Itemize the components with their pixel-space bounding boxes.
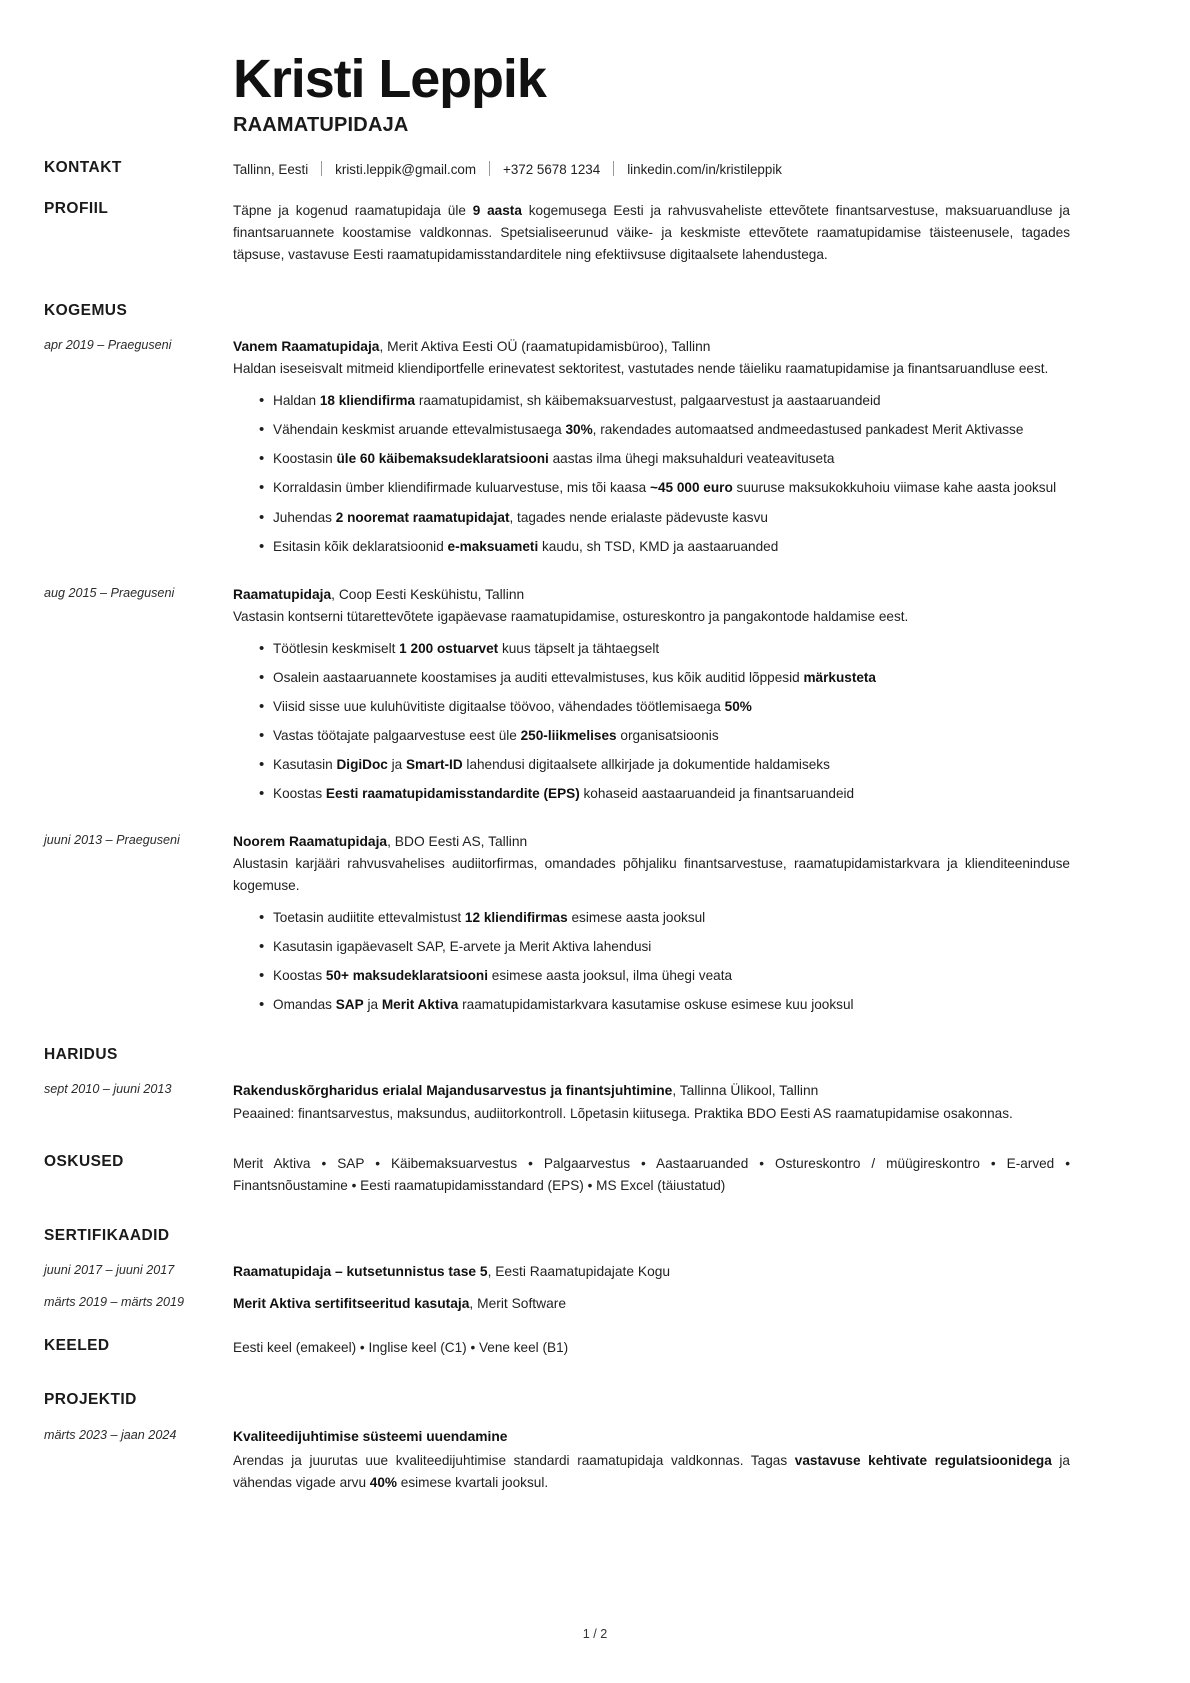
experience-bullet	[259, 507, 1070, 529]
project-title: Kvaliteedijuhtimise süsteemi uuendamine	[233, 1428, 508, 1444]
resume-header	[44, 49, 1070, 137]
section-projects	[44, 1391, 1070, 1494]
emphasis-text: DigiDoc	[336, 756, 388, 772]
emphasis-text: 250-liikmelises	[520, 727, 617, 743]
emphasis-text: Eesti raamatupidamisstandardite (EPS)	[325, 785, 580, 801]
project-description	[233, 1450, 1070, 1494]
experience-label-col	[44, 302, 233, 321]
experience-bullet	[259, 390, 1070, 412]
section-label-experience: KOGEMUS	[44, 301, 128, 319]
section-contact	[44, 159, 1070, 180]
experience-bullet	[259, 754, 1070, 776]
section-certificates	[44, 1227, 1070, 1316]
certificate-entry	[44, 1293, 1070, 1315]
certificate-issuer: , Merit Software	[469, 1296, 567, 1312]
entry-date-col	[44, 1261, 233, 1280]
contact-separator-icon	[613, 161, 614, 176]
contact-phone[interactable]: +372 5678 1234	[503, 161, 601, 177]
plain-text: Korraldasin ümber kliendifirmade kuluarvestuse, mis tõi kaasa	[273, 480, 651, 496]
emphasis-text: 2 nooremat raamatupidajat	[335, 509, 510, 525]
certificate-entry-heading	[233, 1261, 1070, 1283]
emphasis-text: üle 60 käibemaksudeklaratsiooni	[336, 451, 549, 467]
emphasis-text: 50%	[724, 698, 752, 714]
entry-content-col	[233, 1080, 1070, 1124]
plain-text: , rakendades automaatsed andmeedastused pankadest Merit Aktivasse	[592, 422, 1024, 438]
section-label-skills: OSKUSED	[44, 1152, 124, 1170]
experience-company: , BDO Eesti AS, Tallinn	[387, 833, 528, 849]
experience-bullet-list	[233, 638, 1070, 805]
plain-text: esimese kvartali jooksul.	[397, 1474, 549, 1490]
contact-content	[233, 159, 1070, 180]
plain-text: Esitasin kõik deklaratsioonid	[273, 538, 448, 554]
plain-text: Viisid sisse uue kuluhüvitiste digitaalse töövoo, vähendades töötlemisaega	[273, 698, 725, 714]
experience-heading-row	[44, 302, 1070, 321]
plain-text: , tagades nende erialaste pädevuste kasvu	[509, 509, 768, 525]
entry-date-col	[44, 1293, 233, 1312]
candidate-job-title: RAAMATUPIDAJA	[233, 113, 409, 136]
experience-bullet	[259, 965, 1070, 987]
emphasis-text: vastavuse kehtivate regulatsioonidega	[794, 1452, 1052, 1468]
experience-job-title: Vanem Raamatupidaja	[233, 339, 380, 355]
entry-dates: märts 2019 – märts 2019	[44, 1295, 185, 1310]
experience-bullet-list	[233, 390, 1070, 557]
plain-text: Arendas ja juurutas uue kvaliteedijuhtimise standardi raamatupidaja valdkonnas. Tagas	[233, 1452, 795, 1468]
entry-dates: juuni 2017 – juuni 2017	[44, 1263, 175, 1278]
plain-text: Koostas	[273, 967, 326, 983]
education-details: Peaained: finantsarvestus, maksundus, audiitorkontroll. Lõpetasin kiitusega. Praktika BDO Eesti AS raamatupidamise osakonnas.	[233, 1105, 1013, 1121]
experience-bullet	[259, 667, 1070, 689]
profile-content	[233, 200, 1070, 266]
plain-text: organisatsioonis	[616, 727, 719, 743]
entry-dates: juuni 2013 – Praeguseni	[44, 832, 180, 847]
experience-entry	[44, 336, 1070, 557]
education-degree: Rakenduskõrgharidus erialal Majandusarvestus ja finantsjuhtimine	[233, 1083, 673, 1099]
experience-summary: Alustasin karjääri rahvusvahelises audiitorfirmas, omandades põhjaliku finantsarvestuse, raamatupidamistarkvara ja klienditeeninduse kogemuse.	[233, 855, 1070, 893]
experience-company: , Coop Eesti Keskühistu, Tallinn	[331, 586, 525, 602]
page-number: 1 / 2	[582, 1627, 608, 1641]
contact-line	[233, 159, 1070, 180]
experience-entry-heading	[233, 831, 1070, 853]
certificate-title: Merit Aktiva sertifitseeritud kasutaja	[233, 1296, 470, 1312]
plain-text: kohaseid aastaaruandeid ja finantsaruandeid	[579, 785, 855, 801]
entry-content-col	[233, 1293, 1070, 1315]
experience-bullet	[259, 936, 1070, 958]
education-school: , Tallinna Ülikool, Tallinn	[672, 1083, 819, 1099]
education-label-col	[44, 1046, 233, 1065]
emphasis-text: 40%	[369, 1474, 398, 1490]
entry-content-col	[233, 831, 1070, 1016]
emphasis-text: ~45 000 euro	[650, 480, 733, 496]
entry-dates: sept 2010 – juuni 2013	[44, 1082, 172, 1097]
plain-text: Töötlesin keskmiselt	[273, 640, 400, 656]
experience-entry-heading	[233, 336, 1070, 358]
contact-separator-icon	[489, 161, 490, 176]
section-label-profile: PROFIIL	[44, 199, 109, 217]
contact-label-col	[44, 159, 233, 178]
experience-entry-body	[233, 336, 1070, 557]
section-experience	[44, 302, 1070, 1016]
entry-dates: apr 2019 – Praeguseni	[44, 338, 172, 353]
certificates-label-col	[44, 1227, 233, 1246]
certificate-entries	[44, 1261, 1070, 1315]
education-entries	[44, 1080, 1070, 1124]
contact-separator-icon	[321, 161, 322, 176]
education-entry-body	[233, 1080, 1070, 1124]
experience-bullet	[259, 783, 1070, 805]
plain-text: kuus täpselt ja tähtaegselt	[498, 640, 660, 656]
plain-text: kogemusega Eesti ja rahvusvaheliste ettevõtete finantsarvestuse, maksuaruandluse ja finantsaruannete koostamise valdkonnas. Spetsialiseerunud väike- ja keskmiste ettevõtete raamatupidamise täisteenusele, tagades täpsuse, vastavuse Eesti raamatupidamisstandarditele ning efektiivsuse digitaalsete lahendustega.	[233, 202, 1070, 262]
plain-text: Juhendas	[273, 509, 336, 525]
emphasis-text: SAP	[335, 996, 364, 1012]
plain-text: Koostas	[273, 785, 326, 801]
plain-text: ja vähendas vigade arvu	[233, 1452, 1070, 1490]
certificates-heading-row	[44, 1227, 1070, 1246]
plain-text: Osalein aastaaruannete koostamises ja auditi ettevalmistuses, kus kõik auditid lõppesid	[273, 669, 804, 685]
experience-company: , Merit Aktiva Eesti OÜ (raamatupidamisbüroo), Tallinn	[379, 339, 711, 355]
section-label-languages: KEELED	[44, 1337, 110, 1355]
project-entry	[44, 1426, 1070, 1494]
entry-dates: aug 2015 – Praeguseni	[44, 585, 175, 600]
section-education	[44, 1046, 1070, 1125]
emphasis-text: 12 kliendifirmas	[464, 909, 568, 925]
experience-bullet	[259, 477, 1070, 499]
projects-heading-row	[44, 1391, 1070, 1410]
emphasis-text: 9 aasta	[472, 202, 522, 218]
experience-summary: Haldan iseseisvalt mitmeid kliendiportfelle erinevatest sektoritest, vastutades nende täieliku raamatupidamise ja finantsaruandluse eest.	[233, 361, 1049, 377]
emphasis-text: 18 kliendifirma	[319, 393, 416, 409]
certificate-entry	[44, 1261, 1070, 1283]
entry-date-col	[44, 1426, 233, 1445]
experience-bullet	[259, 419, 1070, 441]
experience-entry-body	[233, 831, 1070, 1016]
skills-label-col	[44, 1153, 233, 1172]
emphasis-text: Merit Aktiva	[381, 996, 459, 1012]
plain-text: suuruse maksukokkuhoiu viimase kahe aasta jooksul	[732, 480, 1057, 496]
education-entry	[44, 1080, 1070, 1124]
experience-entries	[44, 336, 1070, 1016]
experience-bullet-list	[233, 907, 1070, 1016]
plain-text: Omandas	[273, 996, 336, 1012]
experience-bullet	[259, 907, 1070, 929]
skills-text: Merit Aktiva • SAP • Käibemaksuarvestus • Palgaarvestus • Aastaaruanded • Ostureskontro / müügireskontro • E-arved • Finantsnõustamine • Eesti raamatupidamisstandard (EPS) • MS Excel (täiustatud)	[233, 1155, 1070, 1193]
emphasis-text: 1 200 ostuarvet	[399, 640, 499, 656]
plain-text: Koostasin	[273, 451, 337, 467]
education-entry-heading	[233, 1080, 1070, 1102]
plain-text: esimese aasta jooksul, ilma ühegi veata	[487, 967, 733, 983]
skills-content	[233, 1153, 1070, 1197]
education-heading-row	[44, 1046, 1070, 1065]
section-languages	[44, 1337, 1070, 1359]
project-entries	[44, 1426, 1070, 1494]
entry-content-col	[233, 1426, 1070, 1494]
emphasis-text: 50+ maksudeklaratsiooni	[325, 967, 488, 983]
projects-label-col	[44, 1391, 233, 1410]
section-label-certificates: SERTIFIKAADID	[44, 1226, 170, 1244]
contact-linkedin[interactable]: linkedin.com/in/kristileppik	[627, 161, 782, 177]
plain-text: Toetasin audiitite ettevalmistust	[273, 909, 465, 925]
experience-entry	[44, 584, 1070, 805]
languages-content	[233, 1337, 1070, 1359]
section-skills	[44, 1153, 1070, 1197]
experience-entry-heading	[233, 584, 1070, 606]
plain-text: esimese aasta jooksul	[567, 909, 706, 925]
experience-summary: Vastasin kontserni tütarettevõtete igapäevase raamatupidamise, ostureskontro ja pangakontode haldamise eest.	[233, 608, 909, 624]
entry-date-col	[44, 584, 233, 603]
section-label-contact: KONTAKT	[44, 158, 122, 176]
entry-content-col	[233, 1261, 1070, 1283]
experience-job-title: Raamatupidaja	[233, 586, 332, 602]
entry-date-col	[44, 336, 233, 355]
section-label-projects: PROJEKTID	[44, 1391, 137, 1409]
languages-label-col	[44, 1337, 233, 1356]
contact-location: Tallinn, Eesti	[233, 161, 309, 177]
plain-text: kaudu, sh TSD, KMD ja aastaaruanded	[538, 538, 779, 554]
experience-bullet	[259, 994, 1070, 1016]
plain-text: raamatupidamist, sh käibemaksuarvestust, palgaarvestust ja aastaaruandeid	[415, 393, 881, 409]
emphasis-text: 30%	[565, 422, 593, 438]
plain-text: ja	[363, 996, 382, 1012]
certificate-title: Raamatupidaja – kutsetunnistus tase 5	[233, 1264, 488, 1280]
experience-entry	[44, 831, 1070, 1016]
experience-job-title: Noorem Raamatupidaja	[233, 833, 388, 849]
plain-text: Kasutasin igapäevaselt SAP, E-arvete ja Merit Aktiva lahendusi	[273, 938, 652, 954]
page-footer	[0, 1627, 1190, 1641]
plain-text: Haldan	[273, 393, 320, 409]
experience-bullet	[259, 638, 1070, 660]
plain-text: Vähendain keskmist aruande ettevalmistusaega	[273, 422, 566, 438]
plain-text: ja	[387, 756, 406, 772]
experience-bullet	[259, 725, 1070, 747]
experience-bullet	[259, 536, 1070, 558]
section-profile	[44, 200, 1070, 266]
plain-text: aastas ilma ühegi maksuhalduri veateavituseta	[548, 451, 835, 467]
experience-bullet	[259, 448, 1070, 470]
profile-label-col	[44, 200, 233, 219]
entry-date-col	[44, 1080, 233, 1099]
profile-text	[233, 200, 1070, 266]
candidate-name: Kristi Leppik	[233, 49, 546, 109]
plain-text: Vastas töötajate palgaarvestuse eest üle	[273, 727, 521, 743]
entry-content-col	[233, 336, 1070, 557]
section-label-education: HARIDUS	[44, 1045, 118, 1063]
entry-dates: märts 2023 – jaan 2024	[44, 1427, 177, 1442]
languages-text: Eesti keel (emakeel) • Inglise keel (C1) • Vene keel (B1)	[233, 1340, 569, 1356]
emphasis-text: Smart-ID	[405, 756, 463, 772]
project-entry-body	[233, 1426, 1070, 1494]
emphasis-text: märkusteta	[803, 669, 876, 685]
contact-email[interactable]: kristi.leppik@gmail.com	[335, 161, 477, 177]
emphasis-text: e-maksuameti	[447, 538, 539, 554]
experience-bullet	[259, 696, 1070, 718]
entry-content-col	[233, 584, 1070, 805]
certificate-issuer: , Eesti Raamatupidajate Kogu	[487, 1264, 671, 1280]
plain-text: lahendusi digitaalsete allkirjade ja dokumentide haldamiseks	[462, 756, 830, 772]
plain-text: Täpne ja kogenud raamatupidaja üle	[233, 202, 473, 218]
plain-text: raamatupidamistarkvara kasutamise oskuse esimese kuu jooksul	[458, 996, 854, 1012]
plain-text: Kasutasin	[273, 756, 337, 772]
entry-date-col	[44, 831, 233, 850]
experience-entry-body	[233, 584, 1070, 805]
certificate-entry-heading	[233, 1293, 1070, 1315]
